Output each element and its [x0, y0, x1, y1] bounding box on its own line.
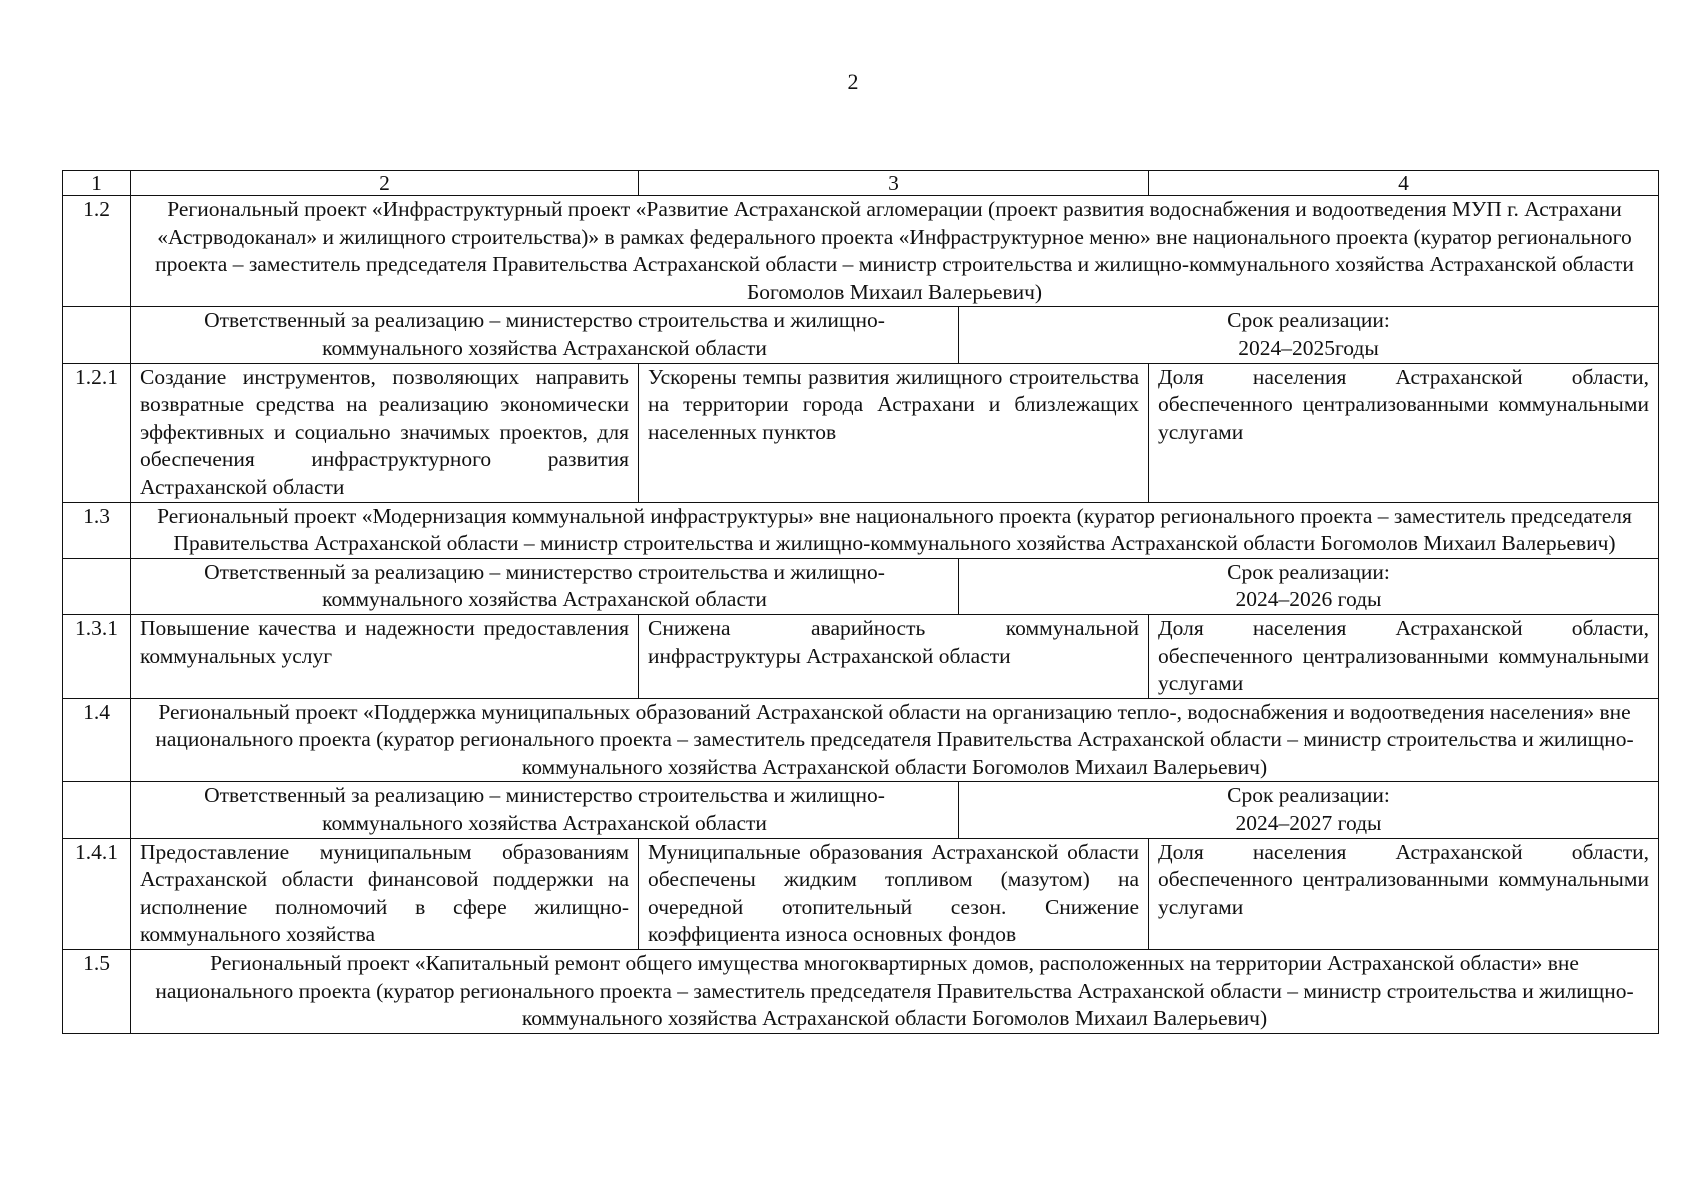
task-indicator: Доля населения Астраханской области, обеспеченного централизованными коммунальными услугами [1149, 363, 1659, 502]
empty-number-cell [63, 307, 131, 363]
term-block [959, 307, 1658, 362]
project-title: Региональный проект «Модернизация коммунальной инфраструктуры» вне национального проекта (куратор регионального проекта – заместитель председателя Правительства Астраханской области – министр строительства и жилищно-коммунального хозяйства Астраханской области Богомолов Михаил Валерьевич) [131, 502, 1659, 558]
term-value: 2024–2025годы [1238, 335, 1379, 360]
responsible-row [63, 558, 1659, 614]
term-block [959, 559, 1658, 614]
empty-number-cell [63, 782, 131, 838]
project-number: 1.5 [63, 950, 131, 1034]
task-row [63, 614, 1659, 698]
project-row [63, 950, 1659, 1034]
responsible-text: Ответственный за реализацию – министерство строительства и жилищно-коммунального хозяйства Астраханской области [131, 559, 959, 614]
project-title: Региональный проект «Капитальный ремонт общего имущества многоквартирных домов, расположенных на территории Астраханской области» вне национального проекта (куратор регионального проекта – заместитель председателя Правительства Астраханской области – министр строительства и жилищно-коммунального хозяйства Астраханской области Богомолов Михаил Валерьевич) [131, 950, 1659, 1034]
task-result: Ускорены темпы развития жилищного строительства на территории города Астрахани и близлежащих населенных пунктов [639, 363, 1149, 502]
project-number: 1.4 [63, 698, 131, 782]
task-number: 1.4.1 [63, 838, 131, 949]
responsible-cell [131, 782, 1659, 838]
term-label: Срок реализации: [1227, 308, 1390, 333]
project-number: 1.2 [63, 196, 131, 307]
table-header-row [63, 171, 1659, 196]
task-description: Предоставление муниципальным образованиям Астраханской области финансовой поддержки на исполнение полномочий в сфере жилищно-коммунального хозяйства [131, 838, 639, 949]
term-label: Срок реализации: [1227, 783, 1390, 808]
responsible-row [63, 307, 1659, 363]
term-block [959, 782, 1658, 837]
responsible-cell [131, 307, 1659, 363]
task-description: Создание инструментов, позволяющих направить возвратные средства на реализацию экономически эффективных и социально значимых проектов, для обеспечения инфраструктурного развития Астраханской области [131, 363, 639, 502]
project-row [63, 502, 1659, 558]
term-value: 2024–2027 годы [1235, 811, 1382, 836]
task-result: Снижена аварийность коммунальной инфраструктуры Астраханской области [639, 614, 1149, 698]
task-indicator: Доля населения Астраханской области, обеспеченного централизованными коммунальными услугами [1149, 614, 1659, 698]
responsible-cell [131, 558, 1659, 614]
project-title: Региональный проект «Инфраструктурный проект «Развитие Астраханской агломерации (проект развития водоснабжения и водоотведения МУП г. Астрахани «Астрводоканал» и жилищного строительства)» в рамках федерального проекта «Инфраструктурное меню» вне национального проекта (куратор регионального проекта – заместитель председателя Правительства Астраханской области – министр строительства и жилищно-коммунального хозяйства Астраханской области Богомолов Михаил Валерьевич) [131, 196, 1659, 307]
header-col-4: 4 [1149, 171, 1659, 196]
page-number: 2 [847, 69, 859, 94]
header-col-2: 2 [131, 171, 639, 196]
empty-number-cell [63, 558, 131, 614]
task-indicator: Доля населения Астраханской области, обеспеченного централизованными коммунальными услугами [1149, 838, 1659, 949]
term-label: Срок реализации: [1227, 559, 1390, 584]
project-number: 1.3 [63, 502, 131, 558]
header-col-3: 3 [639, 171, 1149, 196]
responsible-text: Ответственный за реализацию – министерство строительства и жилищно-коммунального хозяйства Астраханской области [131, 307, 959, 362]
task-result: Муниципальные образования Астраханской области обеспечены жидким топливом (мазутом) на очередной отопительный сезон. Снижение коэффициента износа основных фондов [639, 838, 1149, 949]
task-description: Повышение качества и надежности предоставления коммунальных услуг [131, 614, 639, 698]
task-number: 1.3.1 [63, 614, 131, 698]
task-row [63, 363, 1659, 502]
project-row [63, 698, 1659, 782]
header-col-1: 1 [63, 171, 131, 196]
project-row [63, 196, 1659, 307]
project-title: Региональный проект «Поддержка муниципальных образований Астраханской области на организацию тепло-, водоснабжения и водоотведения населения» вне национального проекта (куратор регионального проекта – заместитель председателя Правительства Астраханской области – министр строительства и жилищно-коммунального хозяйства Астраханской области Богомолов Михаил Валерьевич) [131, 698, 1659, 782]
program-table [62, 170, 1659, 1034]
responsible-text: Ответственный за реализацию – министерство строительства и жилищно-коммунального хозяйства Астраханской области [131, 782, 959, 837]
term-value: 2024–2026 годы [1235, 587, 1382, 612]
task-row [63, 838, 1659, 949]
responsible-row [63, 782, 1659, 838]
task-number: 1.2.1 [63, 363, 131, 502]
